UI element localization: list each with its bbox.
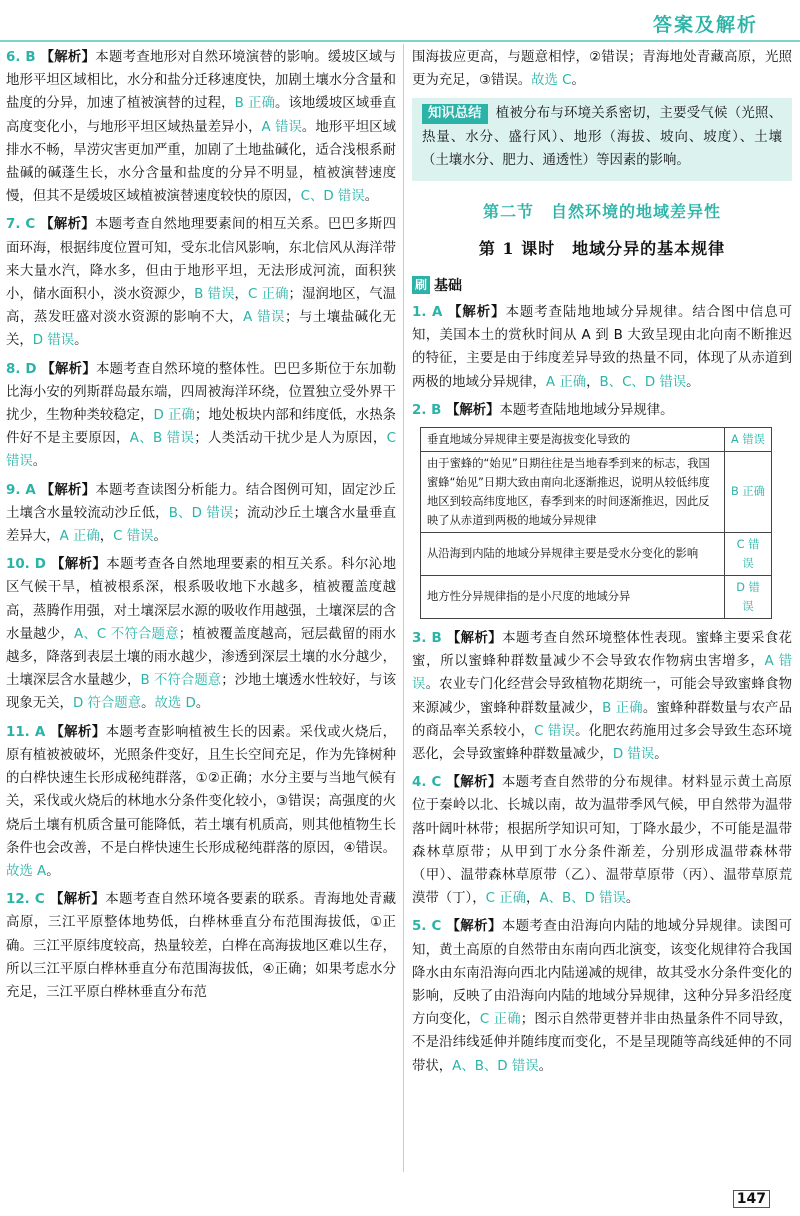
right-answers-a — [412, 301, 792, 422]
table-statement: 垂直地域分异规律主要是海拔变化导致的 — [421, 427, 725, 451]
answer-text: 。 — [686, 374, 700, 390]
answer-text: 。蜜蜂种群数量与农产品的商品率关系较小， — [412, 700, 792, 739]
page-header — [0, 0, 800, 40]
analysis-tag: 【解析】 — [50, 724, 106, 740]
answer-text: ；人类活动干扰少是人为原因， — [194, 431, 387, 447]
answer-text: 本题考查各自然地理要素的相互关系。科尔沁地区气候干旱，植被根系深，根系吸收地下水越多，植被覆盖度越高，蒸腾作用强，对土壤深层水源的吸收作用越强，土壤深层的含水量越少， — [6, 557, 396, 642]
answer-item — [6, 358, 396, 474]
answer-highlight: B 不符合题意 — [140, 673, 222, 689]
answer-text: ， — [99, 529, 114, 545]
answer-text: 。 — [625, 891, 640, 907]
answer-item — [412, 771, 792, 910]
answer-highlight: B 错误 — [194, 287, 235, 303]
basics-heading — [412, 275, 792, 295]
answer-text: 本题考查读图分析能力。结合图例可知，固定沙丘土壤含水量较流动沙丘低， — [6, 482, 397, 521]
answer-highlight: D 正确 — [153, 408, 195, 424]
answer-highlight: A、B、D 错误 — [452, 1058, 539, 1074]
continued-answer-12 — [412, 46, 792, 92]
answer-item — [412, 399, 792, 422]
answer-highlight: A 错误 — [243, 310, 285, 326]
answer-highlight: C、D 错误 — [300, 189, 365, 205]
answer-text: 。农业专门化经营会导致植物花期统一，可能会导致蜜蜂食物来源减少，蜜蜂种群数量减少， — [412, 677, 792, 716]
answer-highlight: D 错误 — [612, 746, 655, 762]
answer-text: 。该地缓坡区域垂直高度变化小，与地形平坦区域热量差异小， — [6, 96, 397, 135]
analysis-tag: 【解析】 — [446, 919, 502, 935]
answer-text: 。 — [654, 746, 668, 762]
answer-text: 本题考查自然环境的整体性。巴巴多斯位于东加勒比海小安的列斯群岛最东端，四周被海洋环绕，位置独立受外界干扰少，生物种类较稳定， — [6, 361, 397, 424]
header-title: 答案及解析 — [652, 14, 758, 36]
summary-text: 植被分布与环境关系密切，主要受气候（光照、热量、水分、盛行风）、地形（海拔、坡向、坡度）、土壤（土壤水分、肥力、通透性）等因素的影响。 — [422, 106, 782, 169]
analysis-tag: 【解析】 — [446, 630, 503, 646]
answer-highlight: C 错误 — [534, 723, 576, 739]
question-number: 3. B — [412, 630, 447, 646]
question-number: 11. A — [6, 724, 51, 740]
left-column — [6, 46, 396, 1009]
answer-item — [6, 721, 396, 883]
analysis-tag: 【解析】 — [448, 304, 506, 320]
answer-highlight: A 错误 — [412, 654, 793, 693]
answer-highlight: B、D 错误 — [168, 505, 234, 521]
lesson-title: 第 1 课时 地域分异的基本规律 — [478, 238, 726, 258]
question-number: 5. C — [412, 919, 447, 935]
answer-highlight: B 正确 — [602, 700, 643, 716]
table-row — [421, 575, 772, 618]
answer-item — [412, 301, 792, 394]
answer-text: 。 — [153, 529, 167, 545]
answer-highlight: A、B、D 错误 — [539, 891, 626, 907]
answer-text: ， — [526, 891, 540, 907]
answer-text: 。 — [141, 696, 155, 712]
table-result: A 错误 — [725, 427, 772, 451]
answer-highlight: A 错误 — [261, 119, 302, 135]
answer-highlight: 故选 D — [154, 696, 196, 712]
page-number: 147 — [733, 1190, 770, 1208]
answer-text: ；图示自然带更替并非由热量条件不同导致，不是沿纬线延伸并随纬度而变化，不是呈现随等高线延伸的不同带状， — [412, 1012, 793, 1074]
question-number: 2. B — [412, 402, 446, 418]
header-rule — [0, 40, 800, 42]
question-number: 8. D — [6, 361, 42, 377]
answer-text: 。 — [195, 696, 210, 712]
answer-highlight: C 正确 — [479, 1012, 521, 1028]
answer-text: 本题考查地形对自然环境演替的影响。缓坡区域与地形平坦区域相比，水分和盐分迁移速度快，加剧土壤水分含量和盐度的分异，加速了植被演替的过程， — [6, 50, 397, 112]
analysis-tag: 【解析】 — [446, 775, 502, 791]
analysis-tag: 【解析】 — [445, 402, 500, 418]
answer-highlight: C 正确 — [248, 287, 289, 303]
answer-text: 本题考查自然环境整体性表现。蜜蜂主要采食花蜜，所以蜜蜂种群数量减少不会导致农作物病虫害增多， — [412, 630, 793, 670]
table-result: D 错误 — [725, 575, 772, 618]
answer-text: 。 — [538, 1058, 553, 1074]
table-result: B 正确 — [725, 451, 772, 532]
answer-text: 本题考查陆地地域分异规律。 — [499, 402, 674, 418]
answer-text: ， — [586, 374, 600, 390]
answer-text: ；地处板块内部和纬度低，水热条件好不是主要原因， — [6, 408, 397, 447]
answer-item — [6, 553, 396, 715]
answer-text: 本题考查影响植被生长的因素。采伐或火烧后，原有植被被破坏，光照条件变好，且生长空间充足，作为先锋树种的白桦快速生长形成秘纯群落，①②正确；水分主要与当地气候有关，采伐或火烧后的林地水分条件变化较小，③错误；高强度的火烧后土壤有机质含量可能降低，若土壤有机质高，则其他植物生长条件也会改善，不是白桦快速生长形成秘纯群落的原因，④错误。 — [6, 724, 397, 856]
answer-item — [6, 479, 396, 549]
answer-text: ；与土壤盐碱化无关， — [6, 310, 397, 349]
answer-highlight: C 错误 — [6, 431, 397, 470]
knowledge-summary — [412, 98, 792, 181]
answer-text: 本题考查自然环境各要素的联系。青海地处青藏高原，三江平原整体地势低，白桦林垂直分布范围海拔低，①正确。三江平原纬度较高，热量较差，白桦在高海拔地区难以生存，所以三江平原白桦林垂直分布范围海拔低，④正确；如果考虑水分充足，三江平原白桦林垂直分布范 — [6, 892, 397, 1000]
question-number: 9. A — [6, 482, 41, 498]
question-number: 1. A — [412, 304, 449, 320]
answer-text: 。 — [74, 333, 88, 349]
question-number: 10. D — [6, 557, 52, 573]
answer-item — [412, 915, 792, 1077]
answer-item — [6, 213, 396, 352]
answer-text: 围海拔应更高，与题意相悖，②错误；青海地处青藏高原，光照更为充足，③错误。 — [412, 50, 792, 89]
answer-highlight: A、B 错误 — [129, 431, 195, 447]
brush-icon: 刷 — [412, 276, 430, 294]
table-row — [421, 427, 772, 451]
answer-text: ， — [234, 287, 248, 303]
question-number: 7. C — [6, 217, 41, 233]
answer-text: 。地形平坦区域排水不畅，旱涝灾害更加严重，加剧了土地盐碱化，适合浅根系耐盐碱的碱蓬生长，水分含量和盐度的分异不明显，植被演替速度慢，但其不是缓坡区域植被演替速度较快的原因， — [6, 119, 397, 205]
answer-highlight: 故选 C — [531, 73, 572, 89]
answer-text: ；沙地土壤透水性较好，与该现象无关， — [6, 673, 397, 712]
analysis-tag: 【解析】 — [51, 557, 107, 573]
answer-highlight: C 错误 — [113, 529, 154, 545]
answer-text: 本题考查自然带的分布规律。材料显示黄土高原位于秦岭以北、长城以南，故为温带季风气候，甲自然带为温带落叶阔叶林带；根据所学知识可知，丁降水最少，不可能是温带森林草原带；从甲到丁水分条件渐差，分别形成温带森林带（甲）、温带森林草原带（乙）、温带草原带（丙）、温带草原荒漠带（丁）， — [412, 775, 792, 907]
answer-table — [420, 427, 772, 619]
answer-highlight: A 正确 — [545, 374, 587, 390]
answer-text: ；流动沙丘土壤含水量垂直差异大， — [6, 505, 396, 545]
answer-highlight: A 正确 — [59, 529, 100, 545]
analysis-tag: 【解析】 — [41, 361, 96, 377]
answer-item — [412, 627, 792, 766]
right-answers-b — [412, 627, 792, 1078]
question-number: 12. C — [6, 892, 50, 908]
answer-highlight: 故选 A — [6, 863, 47, 879]
answer-item — [6, 888, 396, 1004]
analysis-tag: 【解析】 — [40, 50, 96, 65]
answer-text: ；植被覆盖度越高，冠层截留的雨水越多，降落到表层土壤的雨水越少，渗透到深层土壤的水分越少，土壤深层含水量越少， — [6, 626, 396, 689]
answer-text: 。 — [46, 863, 60, 879]
answer-text: 本题考查自然地理要素间的相互关系。巴巴多斯四面环海，根据纬度位置可知，受东北信风影响，东北信风从海洋带来大量水汽，降水多，但由于地形平坦，无法形成河流，面积狭小，储水面积小，淡水资源少， — [6, 217, 397, 303]
section-title: 第二节 自然环境的地域差异性 — [482, 201, 721, 221]
summary-tag: 知识总结 — [422, 104, 488, 124]
answer-text: 。 — [32, 454, 47, 470]
column-divider — [403, 44, 404, 1172]
answer-text: 本题考查陆地地域分异规律。结合图中信息可知，美国本土的赏秋时间从 A 到 B 大致呈现由北向南不断推迟的特征，主要是由于纬度差异导致的热量不同，体现了从赤道到两极的地域分异规律， — [412, 304, 793, 390]
table-statement: 从沿海到内陆的地域分异规律主要是受水分变化的影响 — [421, 532, 725, 575]
answer-highlight: B、C、D 错误 — [599, 374, 687, 390]
answer-highlight: D 符合题意 — [72, 696, 142, 712]
answer-highlight: A、C 不符合题意 — [73, 626, 179, 642]
table-result: C 错误 — [725, 532, 772, 575]
table-statement: 由于蜜蜂的“始见”日期往往是当地春季到来的标志，我国蜜蜂“始见”日期大致由南向北逐渐推迟，说明从较低纬度地区到较高纬度地区，春季到来的时间逐渐推迟，因此反映了从赤道到两极的地域分异规律 — [421, 451, 725, 532]
analysis-tag: 【解析】 — [40, 217, 95, 233]
right-column — [412, 46, 792, 1083]
answer-text: 本题考查由沿海向内陆的地域分异规律。读图可知，黄土高原的自然带由东南向西北演变，该变化规律符合我国降水由东南沿海向西北内陆递减的规律，故其受水分条件变化的影响，反映了由沿海向内陆的地域分异规律，这种分异多沿经度方向变化， — [412, 919, 792, 1028]
answer-item — [6, 46, 396, 208]
basics-label: 基础 — [434, 277, 462, 294]
table-row — [421, 451, 772, 532]
table-row — [421, 532, 772, 575]
analysis-tag: 【解析】 — [40, 482, 96, 498]
table-statement: 地方性分异规律指的是小尺度的地域分异 — [421, 575, 725, 618]
answer-text: 。化肥农药施用过多会导致生态环境恶化，会导致蜜蜂种群数量减少， — [412, 723, 793, 762]
question-number: 6. B — [6, 50, 41, 65]
answer-highlight: D 错误 — [32, 333, 75, 349]
answer-highlight: B 正确 — [234, 96, 276, 112]
analysis-tag: 【解析】 — [49, 892, 106, 908]
answer-text: ；湿润地区，气温高，蒸发旺盛对淡水资源的影响不大， — [6, 287, 397, 326]
answer-text: 。 — [571, 73, 585, 89]
answer-text: 。 — [364, 189, 379, 205]
answer-highlight: C 正确 — [485, 891, 527, 907]
question-number: 4. C — [412, 775, 447, 791]
